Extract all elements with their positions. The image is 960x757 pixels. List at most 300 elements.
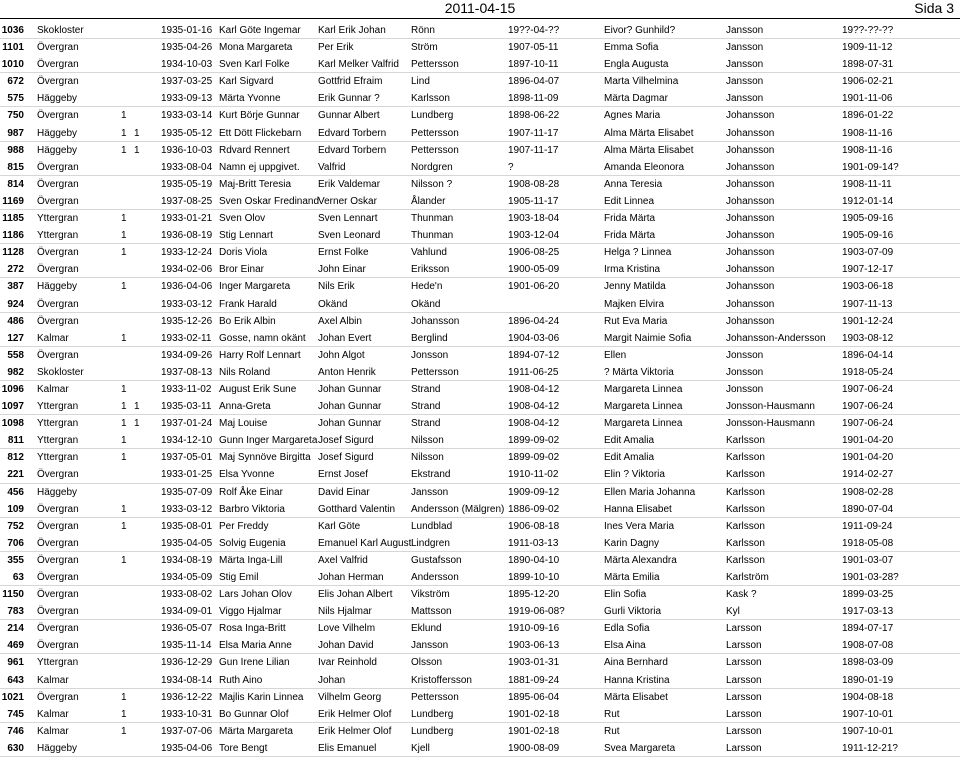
mother-surname: Karlsson xyxy=(726,503,765,515)
record-id: 272 xyxy=(7,264,24,276)
father-name: Erik Valdemar xyxy=(318,178,381,190)
father-name: Karl Melker Valfrid xyxy=(318,59,399,71)
page-number: Sida 3 xyxy=(914,0,954,16)
parish: Övergran xyxy=(37,110,79,122)
table-row xyxy=(0,193,960,210)
birth-date: 1934-08-19 xyxy=(161,554,213,566)
mark-2: 1 xyxy=(134,401,140,413)
mother-name: Gurli Viktoria xyxy=(604,606,662,618)
mother-name: Agnes Maria xyxy=(604,110,661,122)
parish: Yttergran xyxy=(37,418,79,430)
birth-date: 1935-05-19 xyxy=(161,178,213,190)
record-id: 63 xyxy=(12,572,24,583)
father-surname: Hede'n xyxy=(411,281,443,293)
birth-date: 1933-10-31 xyxy=(161,708,213,720)
father-name: Erik Helmer Olof xyxy=(318,708,392,720)
mother-birth-date: 1907-12-17 xyxy=(842,264,894,276)
child-name: Mona Margareta xyxy=(219,42,293,54)
father-name: Gotthard Valentin xyxy=(318,503,396,515)
father-surname: Thunman xyxy=(411,213,454,225)
table-row xyxy=(0,364,960,381)
father-birth-date: 1901-06-20 xyxy=(508,281,560,293)
table-row xyxy=(0,210,960,227)
father-name: Johan David xyxy=(318,640,374,652)
mother-name: Edit Amalia xyxy=(604,435,655,447)
records-table xyxy=(0,22,960,757)
mother-surname: Johansson xyxy=(726,230,775,242)
mark-1: 1 xyxy=(121,213,127,225)
birth-date: 1936-08-19 xyxy=(161,230,213,242)
mark-1: 1 xyxy=(121,708,127,720)
father-name: Emanuel Karl August xyxy=(318,537,412,549)
mother-birth-date: 1907-10-01 xyxy=(842,725,894,737)
father-surname: Nilsson ? xyxy=(411,178,453,190)
record-id: 214 xyxy=(7,623,24,635)
table-row xyxy=(0,740,960,757)
birth-date: 1934-09-26 xyxy=(161,349,213,361)
birth-date: 1935-04-06 xyxy=(161,742,213,754)
table-row xyxy=(0,723,960,740)
mother-birth-date: 1907-06-24 xyxy=(842,418,894,430)
mother-birth-date: 1908-07-08 xyxy=(842,640,894,652)
record-id: 387 xyxy=(7,281,24,293)
mother-surname: Johansson-Andersson xyxy=(726,332,826,344)
father-surname: Vahlund xyxy=(411,247,447,259)
mother-surname: Johansson xyxy=(726,178,775,190)
mark-1: 1 xyxy=(121,725,127,737)
table-row xyxy=(0,261,960,278)
mother-birth-date: 1905-09-16 xyxy=(842,213,894,225)
parish: Övergran xyxy=(37,691,79,703)
mother-name: Amanda Eleonora xyxy=(604,161,685,173)
father-surname: Lundberg xyxy=(411,708,454,720)
birth-date: 1933-08-02 xyxy=(161,589,213,601)
mark-2: 1 xyxy=(134,418,140,430)
mother-birth-date: 1912-01-14 xyxy=(842,195,894,207)
mother-birth-date: 1890-01-19 xyxy=(842,674,894,686)
parish: Häggeby xyxy=(37,127,78,139)
mother-surname: Jansson xyxy=(726,25,764,36)
mother-name: Elin Sofia xyxy=(604,589,647,601)
birth-date: 1933-03-12 xyxy=(161,503,213,515)
birth-date: 1933-09-13 xyxy=(161,93,213,105)
mother-surname: Karlsson xyxy=(726,554,765,566)
father-surname: Nilsson xyxy=(411,452,444,464)
record-id: 814 xyxy=(7,178,24,190)
parish: Kalmar xyxy=(37,708,69,720)
father-name: Okänd xyxy=(318,298,348,310)
mother-surname: Johansson xyxy=(726,213,775,225)
birth-date: 1933-01-25 xyxy=(161,469,213,481)
mother-surname: Jonsson xyxy=(726,349,764,361)
parish: Övergran xyxy=(37,606,79,618)
mother-surname: Johansson xyxy=(726,315,775,327)
father-name: Johan Evert xyxy=(318,332,372,344)
mother-surname: Johansson xyxy=(726,247,775,259)
mother-birth-date: 19??-??-?? xyxy=(842,25,894,36)
mark-1: 1 xyxy=(121,332,127,344)
mother-surname: Karlström xyxy=(726,572,769,583)
child-name: Stig Lennart xyxy=(219,230,273,242)
record-id: 1036 xyxy=(1,25,24,36)
father-birth-date: 1896-04-07 xyxy=(508,76,560,88)
father-name: Johan Gunnar xyxy=(318,418,382,430)
parish: Yttergran xyxy=(37,213,79,225)
parish: Häggeby xyxy=(37,486,78,498)
father-surname: Ström xyxy=(411,42,438,54)
mother-birth-date: 1907-06-24 xyxy=(842,401,894,413)
father-birth-date: 1903-12-04 xyxy=(508,230,560,242)
parish: Kalmar xyxy=(37,383,69,395)
mark-2: 1 xyxy=(134,144,140,156)
father-surname: Pettersson xyxy=(411,127,459,139)
table-row xyxy=(0,603,960,620)
birth-date: 1937-08-25 xyxy=(161,195,213,207)
birth-date: 1936-12-29 xyxy=(161,657,213,669)
parish: Yttergran xyxy=(37,401,79,413)
father-birth-date: 1899-10-10 xyxy=(508,572,560,583)
mother-birth-date: 1903-07-09 xyxy=(842,247,894,259)
record-id: 961 xyxy=(7,657,24,669)
birth-date: 1933-03-14 xyxy=(161,110,213,122)
mother-name: Märta Dagmar xyxy=(604,93,668,105)
father-birth-date: 1890-04-10 xyxy=(508,554,560,566)
father-birth-date: ? xyxy=(508,161,514,173)
father-surname: Strand xyxy=(411,383,441,395)
mother-surname: Kyl xyxy=(726,606,740,618)
record-id: 355 xyxy=(7,554,24,566)
report-date: 2011-04-15 xyxy=(444,0,516,16)
mother-name: Alma Märta Elisabet xyxy=(604,127,694,139)
mark-1: 1 xyxy=(121,554,127,566)
record-id: 672 xyxy=(7,76,24,88)
child-name: Gunn Inger Margareta xyxy=(219,435,318,447)
mother-surname: Jonsson xyxy=(726,366,764,378)
mother-name: Margareta Linnea xyxy=(604,418,683,430)
table-row xyxy=(0,142,960,159)
mother-birth-date: 1907-11-13 xyxy=(842,298,893,310)
father-surname: Jansson xyxy=(411,486,449,498)
mother-birth-date: 1907-10-01 xyxy=(842,708,894,720)
mother-name: Edit Linnea xyxy=(604,195,655,207)
mother-birth-date: 1917-03-13 xyxy=(842,606,894,618)
father-name: Elis Johan Albert xyxy=(318,589,393,601)
mark-1: 1 xyxy=(121,144,127,156)
table-row xyxy=(0,706,960,723)
child-name: Frank Harald xyxy=(219,298,277,310)
father-name: Nils Hjalmar xyxy=(318,606,372,618)
mother-name: Margit Naimie Sofia xyxy=(604,332,692,344)
record-id: 643 xyxy=(7,674,24,686)
table-row xyxy=(0,107,960,124)
father-surname: Pettersson xyxy=(411,366,459,378)
birth-date: 1935-11-14 xyxy=(161,640,212,652)
table-row xyxy=(0,22,960,39)
mother-name: Anna Teresia xyxy=(604,178,663,190)
table-row xyxy=(0,381,960,398)
record-id: 558 xyxy=(7,349,24,361)
child-name: Gosse, namn okänt xyxy=(219,332,306,344)
mother-birth-date: 1901-04-20 xyxy=(842,435,894,447)
parish: Häggeby xyxy=(37,742,78,754)
mother-birth-date: 1907-06-24 xyxy=(842,383,894,395)
birth-date: 1937-01-24 xyxy=(161,418,213,430)
father-name: Sven Leonard xyxy=(318,230,381,242)
father-surname: Ekstrand xyxy=(411,469,451,481)
father-name: Verner Oskar xyxy=(318,195,377,207)
mother-surname: Larsson xyxy=(726,708,762,720)
mother-surname: Jonsson xyxy=(726,383,764,395)
mother-name: Märta Emilia xyxy=(604,572,660,583)
mother-name: ? Märta Viktoria xyxy=(604,366,674,378)
birth-date: 1933-12-24 xyxy=(161,247,213,259)
parish: Övergran xyxy=(37,247,79,259)
mother-name: Aina Bernhard xyxy=(604,657,668,669)
father-name: Sven Lennart xyxy=(318,213,378,225)
child-name: Ruth Aino xyxy=(219,674,263,686)
mother-birth-date: 1901-11-06 xyxy=(842,93,893,105)
birth-date: 1936-04-06 xyxy=(161,281,213,293)
father-birth-date: 1907-05-11 xyxy=(508,42,559,54)
mother-birth-date: 1914-02-27 xyxy=(842,469,894,481)
mother-name: Eivor? Gunhild? xyxy=(604,25,676,36)
record-id: 745 xyxy=(7,708,24,720)
child-name: Karl Sigvard xyxy=(219,76,274,88)
child-name: Doris Viola xyxy=(219,247,268,259)
father-birth-date: 1894-07-12 xyxy=(508,349,560,361)
table-row xyxy=(0,501,960,518)
mother-surname: Johansson xyxy=(726,110,775,122)
parish: Övergran xyxy=(37,503,79,515)
table-row xyxy=(0,586,960,603)
father-surname: Jansson xyxy=(411,640,449,652)
father-name: Elis Emanuel xyxy=(318,742,377,754)
mother-birth-date: 1896-01-22 xyxy=(842,110,894,122)
father-birth-date: 1911-03-13 xyxy=(508,537,559,549)
father-birth-date: 1881-09-24 xyxy=(508,674,560,686)
mother-surname: Larsson xyxy=(726,657,762,669)
mark-1: 1 xyxy=(121,435,127,447)
birth-date: 1935-03-11 xyxy=(161,401,212,413)
father-surname: Johansson xyxy=(411,315,460,327)
father-surname: Ålander xyxy=(411,195,446,207)
mother-surname: Karlsson xyxy=(726,520,765,532)
father-birth-date: 19??-04-?? xyxy=(508,25,560,36)
birth-date: 1936-05-07 xyxy=(161,623,213,635)
birth-date: 1937-03-25 xyxy=(161,76,213,88)
child-name: Tore Bengt xyxy=(219,742,268,754)
mark-1: 1 xyxy=(121,503,127,515)
father-birth-date: 1906-08-18 xyxy=(508,520,560,532)
father-name: Erik Gunnar ? xyxy=(318,93,380,105)
record-id: 982 xyxy=(7,366,24,378)
father-name: Josef Sigurd xyxy=(318,435,374,447)
father-birth-date: 1901-02-18 xyxy=(508,708,560,720)
mother-name: Marta Vilhelmina xyxy=(604,76,679,88)
table-row xyxy=(0,90,960,107)
table-row xyxy=(0,398,960,415)
father-surname: Okänd xyxy=(411,298,441,310)
mark-1: 1 xyxy=(121,401,127,413)
father-name: Love Vilhelm xyxy=(318,623,376,635)
father-surname: Nordgren xyxy=(411,161,453,173)
record-id: 811 xyxy=(7,435,24,447)
child-name: Stig Emil xyxy=(219,572,259,583)
child-name: Bo Erik Albin xyxy=(219,315,276,327)
mother-name: Elsa Aina xyxy=(604,640,646,652)
record-id: 1097 xyxy=(1,401,24,413)
record-id: 987 xyxy=(7,127,24,139)
mother-birth-date: 1908-11-16 xyxy=(842,144,893,156)
mother-name: Edit Amalia xyxy=(604,452,655,464)
parish: Övergran xyxy=(37,623,79,635)
parish: Yttergran xyxy=(37,657,79,669)
mother-birth-date: 1911-09-24 xyxy=(842,520,893,532)
father-surname: Lundberg xyxy=(411,110,454,122)
child-name: Lars Johan Olov xyxy=(219,589,292,601)
mother-surname: Larsson xyxy=(726,623,762,635)
child-name: August Erik Sune xyxy=(219,383,297,395)
mother-surname: Jansson xyxy=(726,93,764,105)
father-birth-date: 1903-06-13 xyxy=(508,640,560,652)
record-id: 812 xyxy=(7,452,24,464)
child-name: Rosa Inga-Britt xyxy=(219,623,286,635)
mother-surname: Jonsson-Hausmann xyxy=(726,401,815,413)
father-name: Axel Valfrid xyxy=(318,554,368,566)
birth-date: 1933-01-21 xyxy=(161,213,213,225)
record-id: 127 xyxy=(7,332,24,344)
mark-1: 1 xyxy=(121,383,127,395)
record-id: 924 xyxy=(7,298,24,310)
father-birth-date: 1899-09-02 xyxy=(508,452,560,464)
mother-birth-date: 1901-03-28? xyxy=(842,572,899,583)
parish: Yttergran xyxy=(37,230,79,242)
mother-surname: Kask ? xyxy=(726,589,757,601)
parish: Häggeby xyxy=(37,144,78,156)
father-birth-date: 1899-09-02 xyxy=(508,435,560,447)
father-birth-date: 1895-12-20 xyxy=(508,589,560,601)
mother-name: Ellen xyxy=(604,349,627,361)
record-id: 575 xyxy=(7,93,24,105)
father-surname: Strand xyxy=(411,401,441,413)
mother-birth-date: 1896-04-14 xyxy=(842,349,894,361)
birth-date: 1933-11-02 xyxy=(161,383,212,395)
father-surname: Karlsson xyxy=(411,93,450,105)
father-surname: Mattsson xyxy=(411,606,452,618)
father-surname: Vikström xyxy=(411,589,450,601)
father-surname: Lind xyxy=(411,76,430,88)
mother-name: Karin Dagny xyxy=(604,537,660,549)
father-birth-date: 1896-04-24 xyxy=(508,315,560,327)
father-name: Karl Erik Johan xyxy=(318,25,386,36)
father-surname: Pettersson xyxy=(411,144,459,156)
child-name: Viggo Hjalmar xyxy=(219,606,282,618)
parish: Övergran xyxy=(37,572,79,583)
mother-surname: Johansson xyxy=(726,127,775,139)
parish: Kalmar xyxy=(37,332,69,344)
mother-name: Ines Vera Maria xyxy=(604,520,675,532)
table-row xyxy=(0,552,960,569)
record-id: 1010 xyxy=(1,59,24,71)
header-divider xyxy=(0,18,960,19)
birth-date: 1935-01-16 xyxy=(161,25,213,36)
mark-1: 1 xyxy=(121,110,127,122)
parish: Övergran xyxy=(37,554,79,566)
birth-date: 1936-10-03 xyxy=(161,144,213,156)
parish: Häggeby xyxy=(37,281,78,293)
child-name: Sven Olov xyxy=(219,213,266,225)
parish: Övergran xyxy=(37,59,79,71)
birth-date: 1934-10-03 xyxy=(161,59,213,71)
mother-birth-date: 1918-05-24 xyxy=(842,366,894,378)
table-row xyxy=(0,125,960,142)
father-name: Ernst Folke xyxy=(318,247,369,259)
table-row xyxy=(0,159,960,176)
birth-date: 1935-07-09 xyxy=(161,486,213,498)
mother-surname: Jansson xyxy=(726,42,764,54)
parish: Yttergran xyxy=(37,435,79,447)
mother-birth-date: 1908-02-28 xyxy=(842,486,894,498)
mother-birth-date: 1899-03-25 xyxy=(842,589,894,601)
father-surname: Lundblad xyxy=(411,520,453,532)
mother-birth-date: 1909-11-12 xyxy=(842,42,893,54)
mother-surname: Larsson xyxy=(726,742,762,754)
mother-birth-date: 1904-08-18 xyxy=(842,691,894,703)
table-row xyxy=(0,672,960,689)
mother-name: Majken Elvira xyxy=(604,298,665,310)
parish: Övergran xyxy=(37,640,79,652)
table-row xyxy=(0,654,960,671)
table-row xyxy=(0,484,960,501)
mother-surname: Karlsson xyxy=(726,486,765,498)
child-name: Namn ej uppgivet. xyxy=(219,161,300,173)
mother-name: Svea Margareta xyxy=(604,742,676,754)
father-name: Nils Erik xyxy=(318,281,355,293)
table-row xyxy=(0,620,960,637)
mark-1: 1 xyxy=(121,520,127,532)
mark-1: 1 xyxy=(121,691,127,703)
birth-date: 1934-12-10 xyxy=(161,435,213,447)
father-name: Erik Helmer Olof xyxy=(318,725,392,737)
table-row xyxy=(0,569,960,586)
parish: Skokloster xyxy=(37,366,84,378)
mother-name: Emma Sofia xyxy=(604,42,659,54)
mother-surname: Jonsson-Hausmann xyxy=(726,418,815,430)
child-name: Harry Rolf Lennart xyxy=(219,349,301,361)
father-birth-date: 1919-06-08? xyxy=(508,606,565,618)
mother-surname: Karlsson xyxy=(726,452,765,464)
mother-name: Rut xyxy=(604,725,620,737)
father-birth-date: 1908-04-12 xyxy=(508,401,560,413)
father-birth-date: 1907-11-17 xyxy=(508,127,559,139)
father-surname: Kjell xyxy=(411,742,430,754)
parish: Övergran xyxy=(37,315,79,327)
parish: Övergran xyxy=(37,589,79,601)
birth-date: 1934-02-06 xyxy=(161,264,213,276)
parish: Övergran xyxy=(37,195,79,207)
birth-date: 1935-04-05 xyxy=(161,537,213,549)
record-id: 750 xyxy=(7,110,24,122)
child-name: Rdvard Rennert xyxy=(219,144,290,156)
mark-2: 1 xyxy=(134,127,140,139)
child-name: Märta Inga-Lill xyxy=(219,554,283,566)
father-name: Vilhelm Georg xyxy=(318,691,382,703)
father-surname: Andersson xyxy=(411,572,459,583)
table-row xyxy=(0,637,960,654)
child-name: Bo Gunnar Olof xyxy=(219,708,289,720)
birth-date: 1937-07-06 xyxy=(161,725,213,737)
record-id: 486 xyxy=(7,315,24,327)
